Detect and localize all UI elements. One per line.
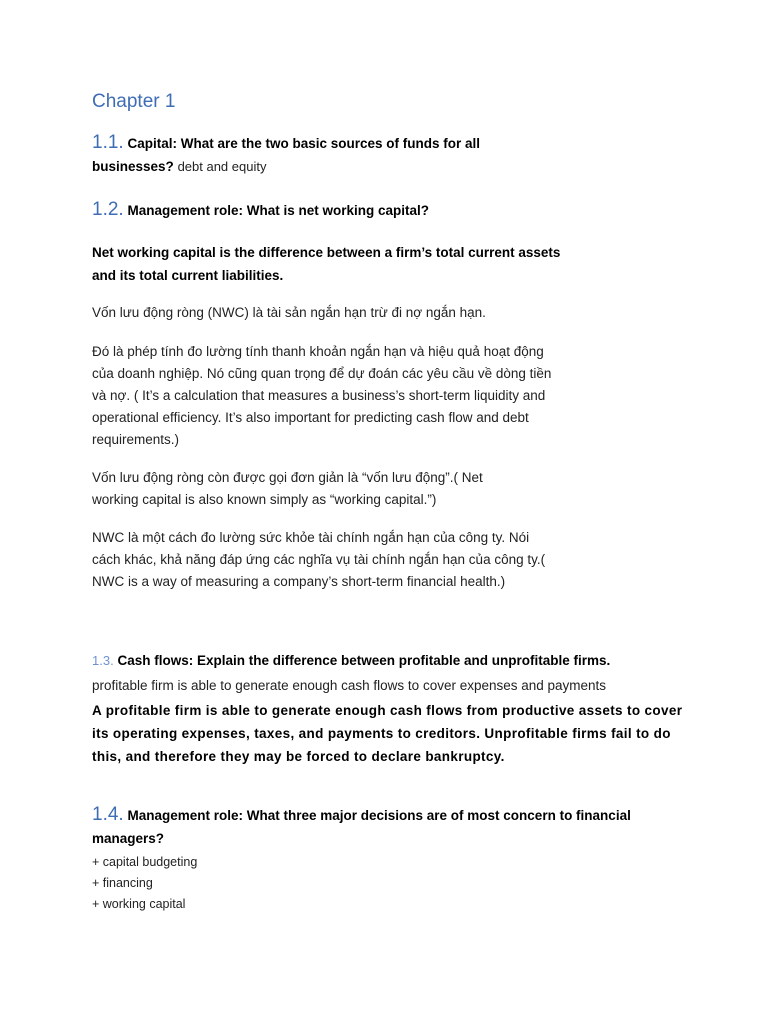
question-1-2 xyxy=(92,198,429,222)
answer-bold-paragraph: Net working capital is the difference between a firm’s total current assets and its total current liabilities. xyxy=(92,245,561,283)
answer-plain: profitable firm is able to generate enough cash flows to cover expenses and payments xyxy=(92,678,607,693)
chapter-title: Chapter 1 xyxy=(92,91,176,112)
question-number: 1.1. xyxy=(92,132,124,153)
question-1-4 xyxy=(92,803,692,850)
question-text: Cash flows: Explain the difference between profitable and unprofitable firms. xyxy=(117,653,611,668)
list-item: + financing xyxy=(92,876,153,890)
list-item: + capital budgeting xyxy=(92,855,198,869)
paragraph: NWC là một cách đo lường sức khỏe tài chính ngắn hạn của công ty. Nói cách khác, khả năng đáp ứng các nghĩa vụ tài chính ngắn hạn của công ty.( NWC is a way of measuring a company’s short-term financial health.) xyxy=(92,530,546,589)
question-1-3 xyxy=(92,649,712,672)
question-1-1 xyxy=(92,131,572,178)
question-text: Management role: What three major decisions are of most concern to financial managers? xyxy=(92,808,631,846)
answer-bold-paragraph: A profitable firm is able to generate enough cash flows from productive assets to cover its operating expenses, taxes, and payments to creditors. Unprofitable firms fail to do this, and therefore they may be forced to declare bankruptcy. xyxy=(92,703,683,764)
question-text: businesses? xyxy=(92,159,174,174)
paragraph: Vốn lưu động ròng còn được gọi đơn giản là “vốn lưu động”.( Net working capital is also known simply as “working capital.”) xyxy=(92,470,483,507)
paragraph: Vốn lưu động ròng (NWC) là tài sản ngắn hạn trừ đi nợ ngắn hạn. xyxy=(92,305,486,320)
question-text: Capital: What are the two basic sources of funds for all xyxy=(127,136,481,151)
question-number: 1.3. xyxy=(92,653,114,668)
question-text: Management role: What is net working capital? xyxy=(127,203,430,218)
question-number: 1.4. xyxy=(92,804,124,825)
question-number: 1.2. xyxy=(92,199,124,220)
answer-text: debt and equity xyxy=(177,159,267,174)
list-item: + working capital xyxy=(92,897,186,911)
decision-list xyxy=(92,852,197,915)
paragraph: Đó là phép tính đo lường tính thanh khoản ngắn hạn và hiệu quả hoạt động của doanh nghiệp. Nó cũng quan trọng để dự đoán các yêu cầu về dòng tiền và nợ. ( It’s a calculation that measures a business’s short-term liquidity and operational efficiency. It’s also important for predicting cash flow and debt requirements.) xyxy=(92,344,552,447)
